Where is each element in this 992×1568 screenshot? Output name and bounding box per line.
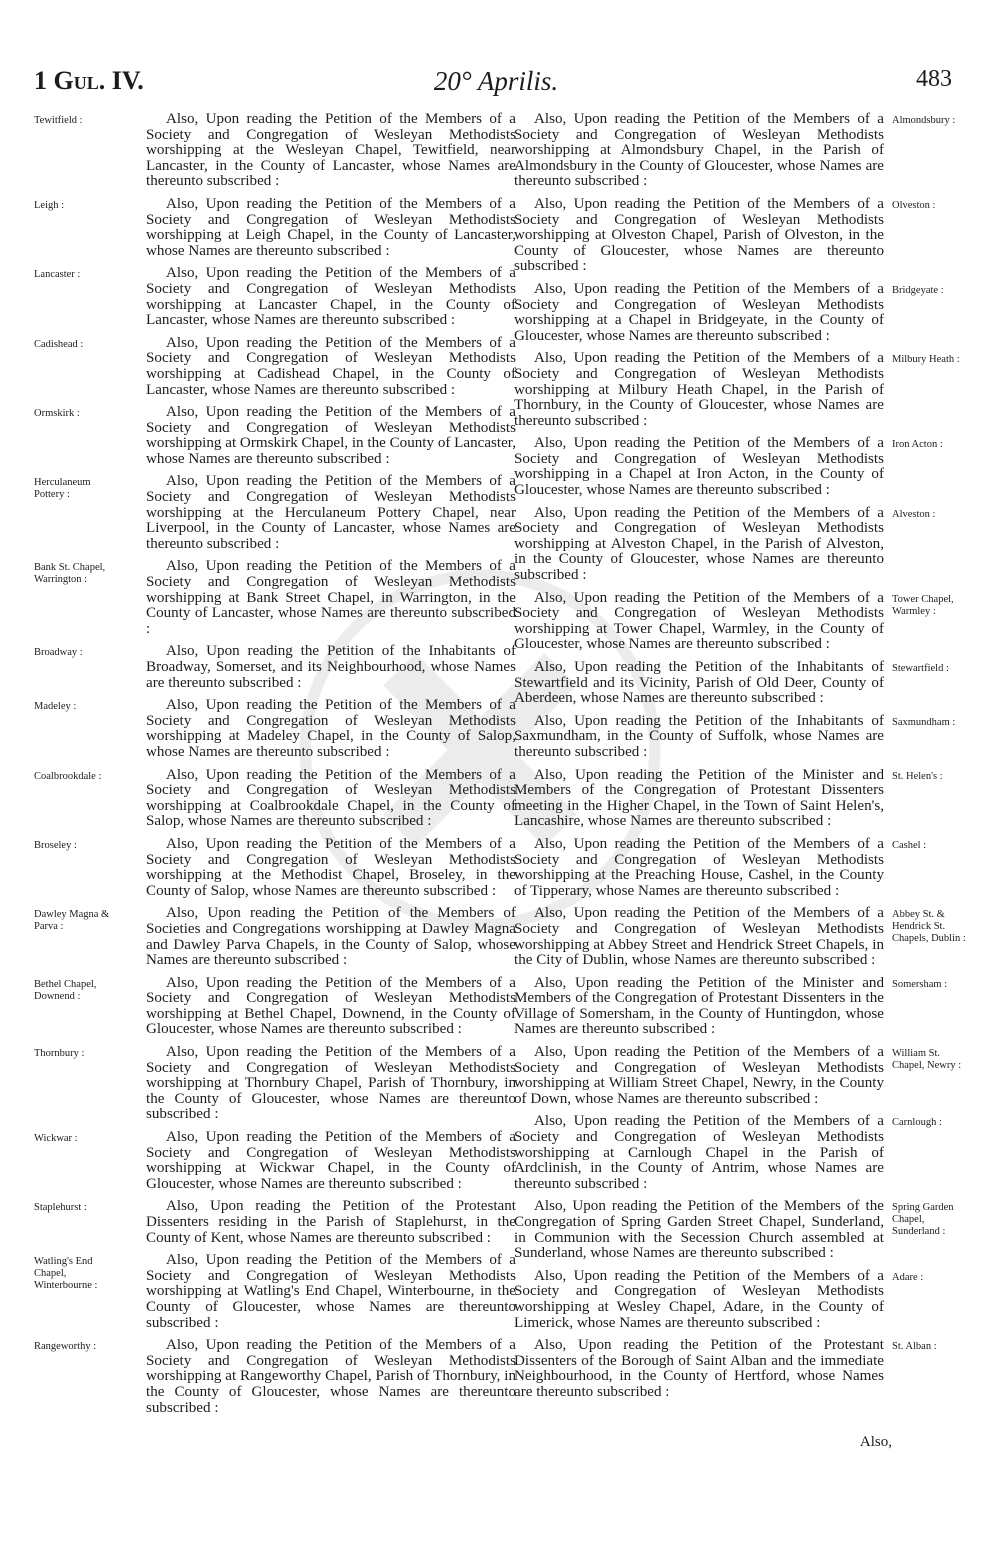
petition-entry [34, 265, 516, 329]
margin-note: Madeley : [34, 701, 77, 713]
petition-entry [34, 1337, 516, 1416]
margin-note: Watling's End Chapel, Winterbourne : [34, 1256, 98, 1292]
petition-entry [34, 835, 516, 899]
petition-entry [34, 643, 516, 691]
petition-entry [514, 1198, 954, 1262]
margin-note: Wickwar : [34, 1133, 78, 1145]
petition-entry [34, 404, 516, 467]
margin-note: Saxmundham : [892, 716, 956, 728]
margin-note: Carnlough : [892, 1117, 942, 1129]
petition-text: Also, Upon reading the Petition of the Members of a Society and Congregation of Wesleyan Methodists worshipping at Lancaster Chapel, in the County of Lancaster, whose Names are thereunto subscribed : [146, 265, 516, 329]
petition-text: Also, Upon reading the Petition of the Minister and Members of the Congregation of Protestant Dissenters in the Village of Somersham, in the County of Huntingdon, whose Names are thereunto subscribed : [514, 974, 884, 1038]
petition-text: Also, Upon reading the Petition of the Members of a Society and Congregation of Wesleyan Methodists worshipping at Thornbury Chapel, Parish of Thornbury, in the County of Gloucester, whose Names are thereunto subscribed : [146, 1044, 516, 1123]
margin-note: Dawley Magna & Parva : [34, 909, 110, 933]
margin-note: Herculaneum Pottery : [34, 477, 91, 501]
petition-text: Also, Upon reading the Petition of the Members of a Society and Congregation of Wesleyan Methodists worshipping at Abbey Street and Hendrick Street Chapels, in the City of Dublin, whose Names are thereunto subscribed : [514, 905, 884, 969]
petition-text: Also, Upon reading the Petition of the Members of a Society and Congregation of Wesleyan Methodists worshipping at Tower Chapel, Warmley, in the County of Gloucester, whose Names are thereunto subscribed : [514, 589, 884, 653]
petition-text: Also, Upon reading the Petition of the Members of a Society and Congregation of Wesleyan Methodists worshipping at Almondsbury Chapel, in the Parish of Almondsbury in the County of Gloucester, whose Names are thereunto subscribed : [514, 111, 884, 190]
petition-text: Also, Upon reading the Petition of the Protestant Dissenters residing in the Parish of Staplehurst, in the County of Kent, whose Names are thereunto subscribed : [146, 1198, 516, 1246]
margin-note: Stewartfield : [892, 663, 949, 674]
petition-text: Also, Upon reading the Petition of the Members of a Society and Congregation of Wesleyan Methodists worshipping at Bank Street Chapel, in Warrington, in the County of Lancaster, whose Names are thereunto subscribed : [146, 558, 516, 637]
petition-text: Also, Upon reading the Petition of the Members of the Congregation of Spring Garden Street Chapel, Sunderland, in Communion with the Secession Church assembled at Sunderland, whose Names are thereunto subscribed : [514, 1198, 884, 1262]
regnal-year: 1 Gul. IV. [34, 66, 144, 95]
petition-text: Also, Upon reading the Petition of the Members of a Society and Congregation of Wesleyan Methodists worshipping at the Herculaneum Pottery Chapel, near Liverpool, in the County of Lancaster, whose Names are thereunto subscribed : [146, 473, 516, 552]
petition-text: Also, Upon reading the Petition of the Members of a Society and Congregation of Wesleyan Methodists worshipping at Milbury Heath Chapel, in the Parish of Thornbury, in the County of Gloucester, whose Names are thereunto subscribed : [514, 350, 884, 429]
petition-entry [514, 712, 956, 761]
date-heading: 20° Aprilis. [433, 66, 559, 96]
margin-note: Bank St. Chapel, Warrington : [34, 562, 106, 586]
margin-note: Tewitfield : [34, 115, 83, 126]
page-number: 483 [916, 66, 952, 92]
margin-note: Olveston : [892, 199, 936, 211]
petition-text: Also, Upon reading the Petition of the Members of a Society and Congregation of Wesleyan Methodists worshipping at Leigh Chapel, in the County of Lancaster, whose Names are thereunto subscribed : [146, 195, 516, 259]
petition-entry [34, 1252, 516, 1331]
margin-note: Coalbrookdale : [34, 770, 102, 782]
petition-text: Also, Upon reading the Petition of the Members of Societies and Congregations worshipping at Dawley Magna and Dawley Parva Chapels, in the County of Salop, whose Names are thereunto subscribed : [146, 905, 516, 969]
petition-text: Also, Upon reading the Petition of the Members of a Society and Congregation of Wesleyan Methodists worshipping at Alveston Chapel, in the Parish of Alveston, in the County of Gloucester, whose Names are thereunto subscribed : [514, 504, 884, 584]
margin-note: Milbury Heath : [892, 354, 960, 366]
petition-text: Also, Upon reading the Petition of the Members of a Society and Congregation of Wesleyan Methodists worshipping at Cadishead Chapel, in the County of Lancaster, whose Names are thereunto subscribed : [146, 334, 516, 398]
margin-note: Almondsbury : [892, 115, 956, 126]
petition-entry [34, 974, 516, 1038]
petition-entry [514, 974, 948, 1038]
petition-entry [514, 1267, 924, 1331]
petition-text: Also, Upon reading the Petition of the Members of a Society and Congregation of Wesleyan Methodists worshipping at Wesley Chapel, Adare, in the County of Limerick, whose Names are thereunto subscribed : [514, 1267, 884, 1331]
margin-note: Lancaster : [34, 269, 81, 281]
margin-note: Thornbury : [34, 1048, 85, 1060]
petition-text: Also, Upon reading the Petition of the Members of a Society and Congregation of Wesleyan Methodists worshipping at the Preaching House, Cashel, in the County of Tipperary, whose Names are thereunto subscribed : [514, 835, 884, 899]
margin-note: Rangeworthy : [34, 1341, 97, 1353]
petition-text: Also, Upon reading the Petition of the Members of a Society and Congregation of Wesleyan Methodists worshipping in a Chapel at Iron Acton, in the County of Gloucester, whose Names are thereunto subscribed : [514, 435, 884, 499]
margin-note: Broseley : [34, 839, 77, 851]
petition-text: Also, Upon reading the Petition of the Members of a Society and Congregation of Wesleyan Methodists worshipping at Ormskirk Chapel, in the County of Lancaster, whose Names are thereunto subscribed : [146, 404, 516, 467]
petition-entry [514, 1113, 942, 1192]
petition-entry [34, 1129, 516, 1192]
margin-note: Iron Acton : [892, 439, 943, 451]
petition-entry [34, 473, 516, 552]
petition-entry [514, 905, 966, 969]
petition-entry [34, 766, 516, 830]
petition-entry [514, 589, 954, 653]
petition-entry [34, 558, 516, 637]
petition-entry [34, 195, 516, 259]
margin-note: William St. Chapel, Newry : [892, 1048, 962, 1072]
margin-note: St. Helen's : [892, 770, 943, 782]
petition-text: Also, Upon reading the Petition of the Minister and Members of the Congregation of Protestant Dissenters meeting in the Higher Chapel, in the Town of Saint Helen's, Lancashire, whose Names are thereunto subscribed : [514, 766, 884, 830]
petition-text: Also, Upon reading the Petition of the Members of a Society and Congregation of Wesleyan Methodists worshipping at Carnlough Chapel in the Parish of Ardclinish, in the County of Antrim, whose Names are thereunto subscribed : [514, 1113, 884, 1192]
petition-text: Also, Upon reading the Petition of the Inhabitants of Saxmundham, in the County of Suffolk, whose Names are thereunto subscribed : [514, 712, 884, 760]
petition-text: Also, Upon reading the Petition of the Members of a Society and Congregation of Wesleyan Methodists worshipping at a Chapel in Bridgeyate, in the County of Gloucester, whose Names are thereunto subscribed : [514, 280, 884, 344]
petition-text: Also, Upon reading the Petition of the Members of a Society and Congregation of Wesleyan Methodists worshipping at the Wesleyan Chapel, Tewitfield, near Lancaster, in the County of Lancaster, whose Names are thereunto subscribed : [146, 111, 516, 190]
petition-text: Also, Upon reading the Petition of the Members of a Society and Congregation of Wesleyan Methodists worshipping at the Methodist Chapel, Broseley, in the County of Salop, whose Names are thereunto subscribed : [146, 835, 516, 899]
petition-text: Also, Upon reading the Petition of the Members of a Society and Congregation of Wesleyan Methodists worshipping at Rangeworthy Chapel, Parish of Thornbury, in the County of Gloucester, whose Names are thereunto subscribed : [146, 1337, 516, 1416]
margin-note: Somersham : [892, 978, 948, 990]
petition-entry [34, 697, 516, 760]
petition-text: Also, Upon reading the Petition of the Inhabitants of Stewartfield and its Vicinity, Parish of Old Deer, County of Aberdeen, whose Names are thereunto subscribed : [514, 659, 884, 707]
petition-text: Also, Upon reading the Petition of the Members of a Society and Congregation of Wesleyan Methodists worshipping at William Street Chapel, Newry, in the County of Down, whose Names are thereunto subscribed : [514, 1044, 884, 1107]
margin-note: Leigh : [34, 199, 65, 211]
petition-entry [514, 659, 949, 707]
petition-text: Also, Upon reading the Petition of the Protestant Dissenters of the Borough of Saint Alban and the immediate Neighbourhood, in the County of Hertford, whose Names are thereunto subscribed : [514, 1337, 884, 1400]
margin-note: Cadishead : [34, 338, 84, 350]
margin-note: Adare : [892, 1271, 924, 1283]
petition-text: Also, Upon reading the Petition of the Members of a Society and Congregation of Wesleyan Methodists worshipping at Watling's End Chapel, Winterbourne, in the County of Gloucester, whose Names are thereunto subscribed : [146, 1252, 516, 1331]
margin-note: Tower Chapel, Warmley : [892, 593, 954, 617]
petition-entry [514, 280, 944, 344]
petition-entry [514, 195, 936, 275]
margin-note: Staplehurst : [34, 1202, 87, 1214]
catchword: Also, [859, 1434, 892, 1450]
petition-text: Also, Upon reading the Petition of the Members of a Society and Congregation of Wesleyan Methodists worshipping at Coalbrookdale Chapel, in the County of Salop, whose Names are thereunto subscribed : [146, 766, 516, 830]
margin-note: St. Alban : [892, 1341, 937, 1353]
margin-note: Bethel Chapel, Downend : [34, 978, 97, 1002]
page-header [0, 66, 992, 100]
petition-text: Also, Upon reading the Petition of the Members of a Society and Congregation of Wesleyan Methodists worshipping at Wickwar Chapel, in the County of Gloucester, whose Names are thereunto subscribed : [146, 1129, 516, 1192]
petition-text: Also, Upon reading the Petition of the Members of a Society and Congregation of Wesleyan Methodists worshipping at Olveston Chapel, Parish of Olveston, in the County of Gloucester, whose Names are thereunto subscribed : [514, 195, 884, 275]
margin-note: Alveston : [892, 508, 936, 520]
margin-note: Cashel : [892, 839, 927, 851]
petition-entry [34, 111, 516, 190]
petition-entry [514, 1044, 962, 1107]
margin-note: Abbey St. & Hendrick St. Chapels, Dublin : [892, 909, 966, 945]
petition-entry [514, 766, 943, 830]
petition-entry [514, 1337, 937, 1400]
petition-entry [514, 504, 936, 584]
petition-entry [514, 350, 960, 429]
margin-note: Broadway : [34, 647, 83, 659]
petition-entry [34, 1044, 516, 1123]
margin-note: Bridgeyate : [892, 284, 944, 296]
petition-text: Also, Upon reading the Petition of the Members of a Society and Congregation of Wesleyan Methodists worshipping at Madeley Chapel, in the County of Salop, whose Names are thereunto subscribed : [146, 697, 516, 760]
petition-entry [514, 111, 956, 190]
margin-note: Spring Garden Chapel, Sunderland : [892, 1202, 954, 1238]
right-column [514, 111, 966, 1408]
left-column [34, 111, 516, 1423]
petition-entry [514, 835, 927, 899]
petition-text: Also, Upon reading the Petition of the Members of a Society and Congregation of Wesleyan Methodists worshipping at Bethel Chapel, Downend, in the County of Gloucester, whose Names are thereunto subscribed : [146, 974, 516, 1038]
petition-entry [34, 334, 516, 398]
margin-note: Ormskirk : [34, 408, 80, 420]
petition-entry [34, 1198, 516, 1246]
petition-entry [34, 905, 516, 969]
petition-text: Also, Upon reading the Petition of the Inhabitants of Broadway, Somerset, and its Neighbourhood, whose Names are thereunto subscribed : [146, 643, 516, 691]
petition-entry [514, 435, 943, 499]
